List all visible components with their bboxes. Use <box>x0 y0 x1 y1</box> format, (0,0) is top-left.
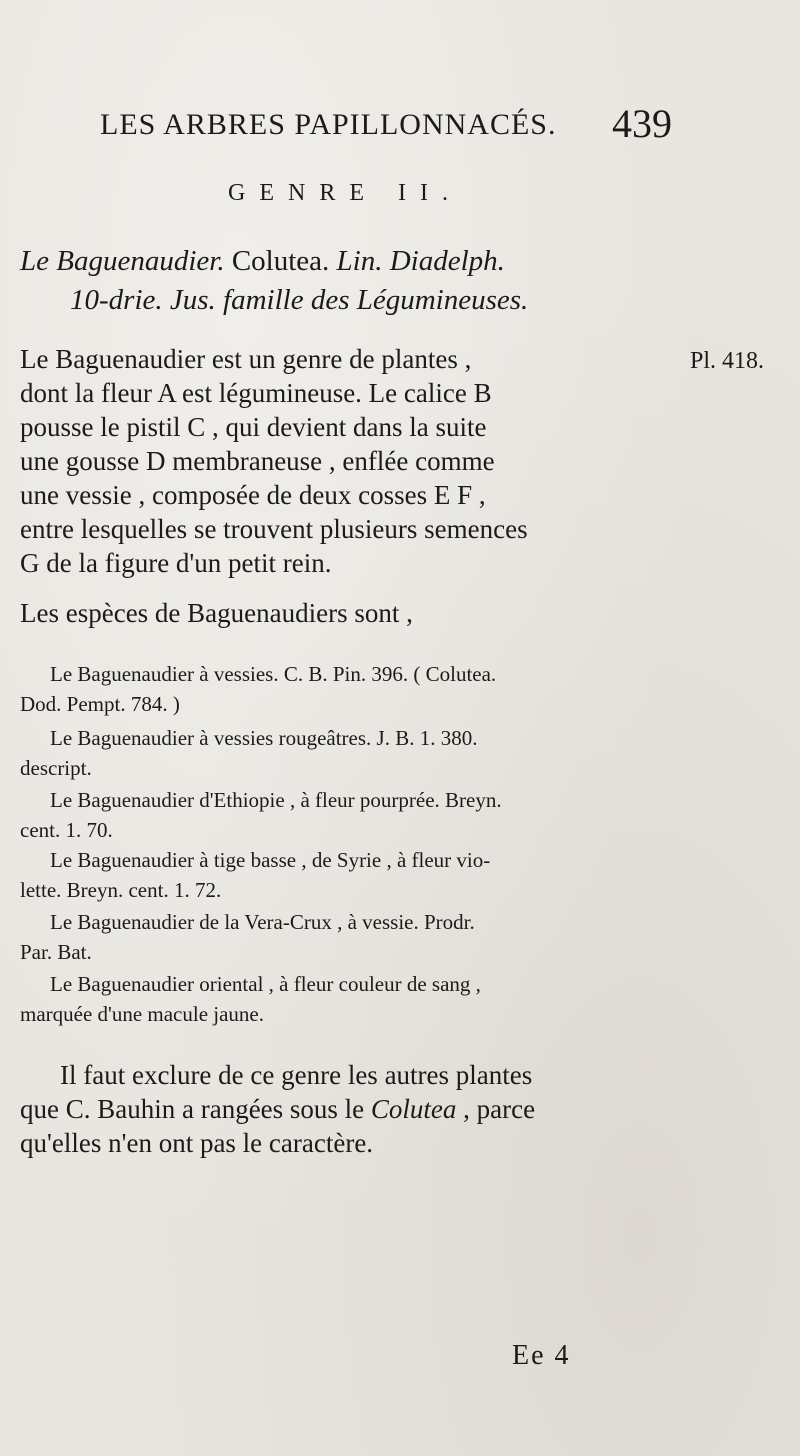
species-entry: Par. Bat. <box>20 940 92 964</box>
genus-name-french: Le Baguenaudier. <box>20 245 225 277</box>
description-line: Le Baguenaudier est un genre de plantes , <box>20 344 472 374</box>
description-line: entre lesquelles se trouvent plusieurs semences <box>20 514 528 544</box>
conclusion-line <box>20 1094 535 1125</box>
species-entry: marquée d'une macule jaune. <box>20 1002 265 1026</box>
genus-name-latin: Colutea. <box>224 245 337 277</box>
species-entry: Dod. Pempt. 784. ) <box>20 692 180 716</box>
genre-heading: GENRE II. <box>228 180 462 206</box>
plate-reference: Pl. 418. <box>690 348 765 374</box>
species-entry: Le Baguenaudier à vessies rougeâtres. J. B. 1. 380. <box>50 726 478 750</box>
conclusion-text: que C. Bauhin a rangées sous le <box>20 1094 371 1124</box>
species-entry: Le Baguenaudier à vessies. C. B. Pin. 396. ( Colutea. <box>50 662 497 686</box>
description-line: G de la figure d'un petit rein. <box>20 548 332 578</box>
species-entry: cent. 1. 70. <box>20 818 113 842</box>
conclusion-line: Il faut exclure de ce genre les autres plantes <box>60 1060 533 1090</box>
running-header: LES ARBRES PAPILLONNACÉS. <box>100 108 557 141</box>
species-entry: Le Baguenaudier oriental , à fleur couleur de sang , <box>50 972 481 996</box>
species-entry: descript. <box>20 756 92 780</box>
conclusion-text: , parce <box>456 1094 536 1124</box>
genus-latin-italic: Colutea <box>370 1094 457 1124</box>
genus-heading-line-2: 10-drie. Jus. famille des Légumineuses. <box>70 284 529 316</box>
conclusion-line: qu'elles n'en ont pas le caractère. <box>20 1128 374 1158</box>
genus-heading-line-1 <box>20 245 505 278</box>
genus-classification: Lin. Diadelph. <box>336 245 505 277</box>
description-line: pousse le pistil C , qui devient dans la suite <box>20 412 487 442</box>
description-line: une vessie , composée de deux cosses E F , <box>20 480 486 510</box>
signature-mark: Ee 4 <box>512 1340 571 1371</box>
species-entry: Le Baguenaudier de la Vera-Crux , à vessie. Prodr. <box>50 910 475 934</box>
description-line: dont la fleur A est légumineuse. Le calice B <box>20 378 492 408</box>
species-entry: Le Baguenaudier à tige basse , de Syrie , à fleur vio- <box>50 848 491 872</box>
species-entry: lette. Breyn. cent. 1. 72. <box>20 878 222 902</box>
species-entry: Le Baguenaudier d'Ethiopie , à fleur pourprée. Breyn. <box>50 788 502 812</box>
page-number: 439 <box>612 101 672 146</box>
species-intro: Les espèces de Baguenaudiers sont , <box>20 598 413 628</box>
description-line: une gousse D membraneuse , enflée comme <box>20 446 495 476</box>
